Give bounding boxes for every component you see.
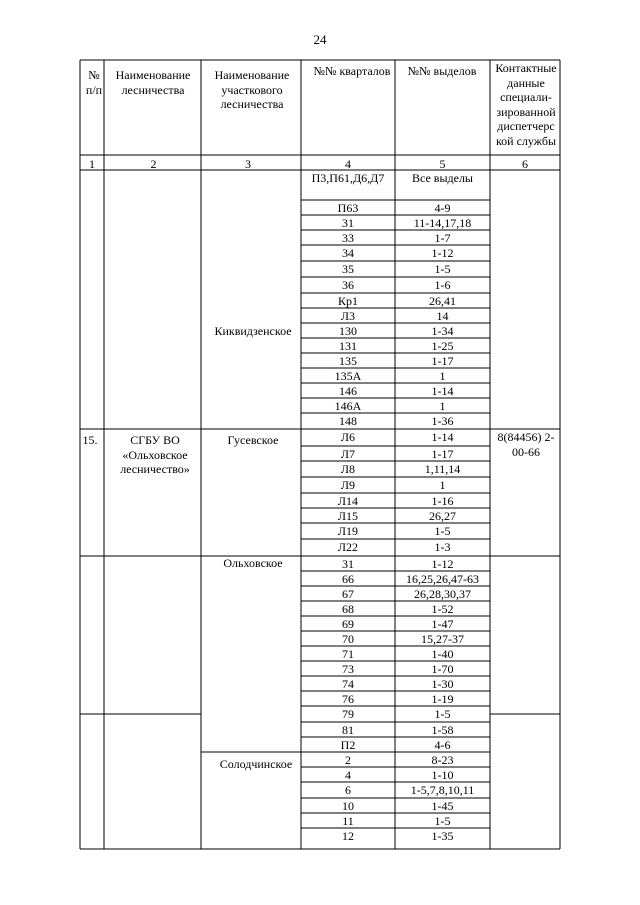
page-number: 24 xyxy=(313,32,327,47)
quarter-cell: П3,П61,Д6,Д7 xyxy=(311,171,385,185)
plot-cell: 26,28,30,37 xyxy=(414,587,471,601)
quarter-cell: 135А xyxy=(334,369,362,383)
plot-cell: 4-9 xyxy=(434,201,451,215)
quarter-cell: 12 xyxy=(342,829,354,843)
plot-cell: 1-14 xyxy=(431,430,454,444)
plot-cell: 1-5 xyxy=(434,814,451,828)
district-gusevskoe: Гусевское xyxy=(227,433,279,447)
plot-cell: 1-14 xyxy=(431,384,454,398)
quarter-cell: Л9 xyxy=(340,478,356,492)
plot-cell: 1-3 xyxy=(434,540,451,554)
plot-cell: 16,25,26,47-63 xyxy=(406,572,479,586)
quarter-cell: 68 xyxy=(342,602,354,616)
quarter-cell: Л7 xyxy=(340,447,356,461)
quarter-cell: Л22 xyxy=(337,540,359,554)
column-number-2: 2 xyxy=(150,157,157,171)
plot-cell: 1-7 xyxy=(434,231,451,245)
plot-cell: 1-5 xyxy=(434,262,451,276)
plot-cell: 1 xyxy=(439,399,446,413)
quarter-cell: 81 xyxy=(342,723,354,737)
district-solodchinskoe: Солодчинское xyxy=(219,757,293,771)
plot-cell: 1-52 xyxy=(431,602,454,616)
entry-number: 15. xyxy=(82,433,98,447)
quarter-cell: П2 xyxy=(340,738,356,752)
plot-cell: 11-14,17,18 xyxy=(413,216,472,230)
plot-cell: 1 xyxy=(439,369,446,383)
entry-contact: 8(84456) 2-00-66 xyxy=(497,430,555,459)
plot-cell: 1-19 xyxy=(431,692,454,706)
column-number-6: 6 xyxy=(522,157,528,171)
plot-cell: 1-17 xyxy=(431,447,454,461)
quarter-cell: 35 xyxy=(342,262,354,276)
quarter-cell: Л3 xyxy=(340,309,356,323)
quarter-cell: 70 xyxy=(342,632,354,646)
plot-cell: Все выделы xyxy=(411,171,473,185)
plot-cell: 1-5 xyxy=(434,524,451,538)
quarter-cell: 79 xyxy=(342,707,354,721)
plot-cell: 1-6 xyxy=(434,278,451,292)
quarter-cell: 71 xyxy=(342,647,354,661)
column-number-4: 4 xyxy=(345,157,351,171)
quarter-cell: 67 xyxy=(342,587,354,601)
district-kikvidzenskoe: Киквидзенское xyxy=(214,324,292,338)
plot-cell: 4-6 xyxy=(434,738,451,752)
quarter-cell: 76 xyxy=(342,692,354,706)
plot-cell: 1-70 xyxy=(431,662,454,676)
header-forestry: Наименование лесничества xyxy=(115,68,191,97)
header-plots: №№ выделов xyxy=(407,64,477,78)
quarter-cell: Кр1 xyxy=(337,294,358,308)
plot-cell: 1-16 xyxy=(431,494,454,508)
plot-cell: 1-5,7,8,10,11 xyxy=(410,783,475,797)
quarter-cell: Л15 xyxy=(337,509,359,523)
quarter-cell: 10 xyxy=(342,799,354,813)
plot-cell: 8-23 xyxy=(431,753,454,767)
header-quarters: №№ кварталов xyxy=(313,64,391,78)
plot-cell: 1-58 xyxy=(431,723,454,737)
plot-cell: 1,11,14 xyxy=(424,462,461,476)
plot-cell: 1-25 xyxy=(431,339,454,353)
plot-cell: 1-34 xyxy=(431,324,454,338)
plot-cell: 1-40 xyxy=(431,647,454,661)
quarter-cell: 31 xyxy=(342,557,354,571)
quarter-cell: 73 xyxy=(342,662,354,676)
plot-cell: 1-45 xyxy=(431,799,454,813)
quarter-cell: 66 xyxy=(342,572,354,586)
plot-cell: 1-5 xyxy=(434,707,451,721)
quarter-cell: 130 xyxy=(339,324,357,338)
plot-cell: 1-47 xyxy=(431,617,454,631)
quarter-cell: Л8 xyxy=(340,462,356,476)
quarter-cell: 31 xyxy=(342,216,354,230)
plot-cell: 26,41 xyxy=(429,294,456,308)
quarter-cell: 131 xyxy=(339,339,357,353)
quarter-cell: 69 xyxy=(342,617,354,631)
quarter-cell: 148 xyxy=(339,414,357,428)
quarter-cell: 146А xyxy=(334,399,362,413)
plot-cell: 1-17 xyxy=(431,354,454,368)
quarter-cell: 4 xyxy=(345,768,351,782)
plot-cell: 15,27-37 xyxy=(421,632,464,646)
plot-cell: 1-12 xyxy=(431,557,454,571)
district-olkhovskoe: Ольховское xyxy=(223,556,283,570)
quarter-cell: 33 xyxy=(342,231,354,245)
quarter-cell: 2 xyxy=(345,753,351,767)
plot-cell: 26,27 xyxy=(429,509,456,523)
column-number-3: 3 xyxy=(245,157,251,171)
header-district: Наименование участкового лесничества xyxy=(214,68,290,111)
quarter-cell: 135 xyxy=(339,354,357,368)
column-number-5: 5 xyxy=(439,157,446,171)
plot-cell: 1-36 xyxy=(431,414,454,428)
quarter-cell: Л14 xyxy=(337,494,359,508)
plot-cell: 14 xyxy=(436,309,449,323)
quarter-cell: 34 xyxy=(342,246,354,260)
quarter-cell: Л19 xyxy=(337,524,359,538)
plot-cell: 1-30 xyxy=(431,677,454,691)
plot-cell: 1 xyxy=(439,478,446,492)
plot-cell: 1-35 xyxy=(431,829,454,843)
quarter-cell: П63 xyxy=(337,201,359,215)
column-number-1: 1 xyxy=(89,157,95,171)
quarter-cell: 11 xyxy=(342,814,354,828)
header-contacts: Контактные данные специали- зированной диспетчерс кой службы xyxy=(495,61,557,148)
quarter-cell: 36 xyxy=(342,278,354,292)
quarter-cell: 146 xyxy=(339,384,357,398)
entry-forestry-name: СГБУ ВО «Ольховское лесничество» xyxy=(120,433,190,476)
quarter-cell: Л6 xyxy=(340,430,356,444)
quarter-cell: 6 xyxy=(345,783,351,797)
plot-cell: 1-10 xyxy=(431,768,454,782)
plot-cell: 1-12 xyxy=(431,246,454,260)
header-num: № п/п xyxy=(85,68,103,97)
quarter-cell: 74 xyxy=(342,677,354,691)
